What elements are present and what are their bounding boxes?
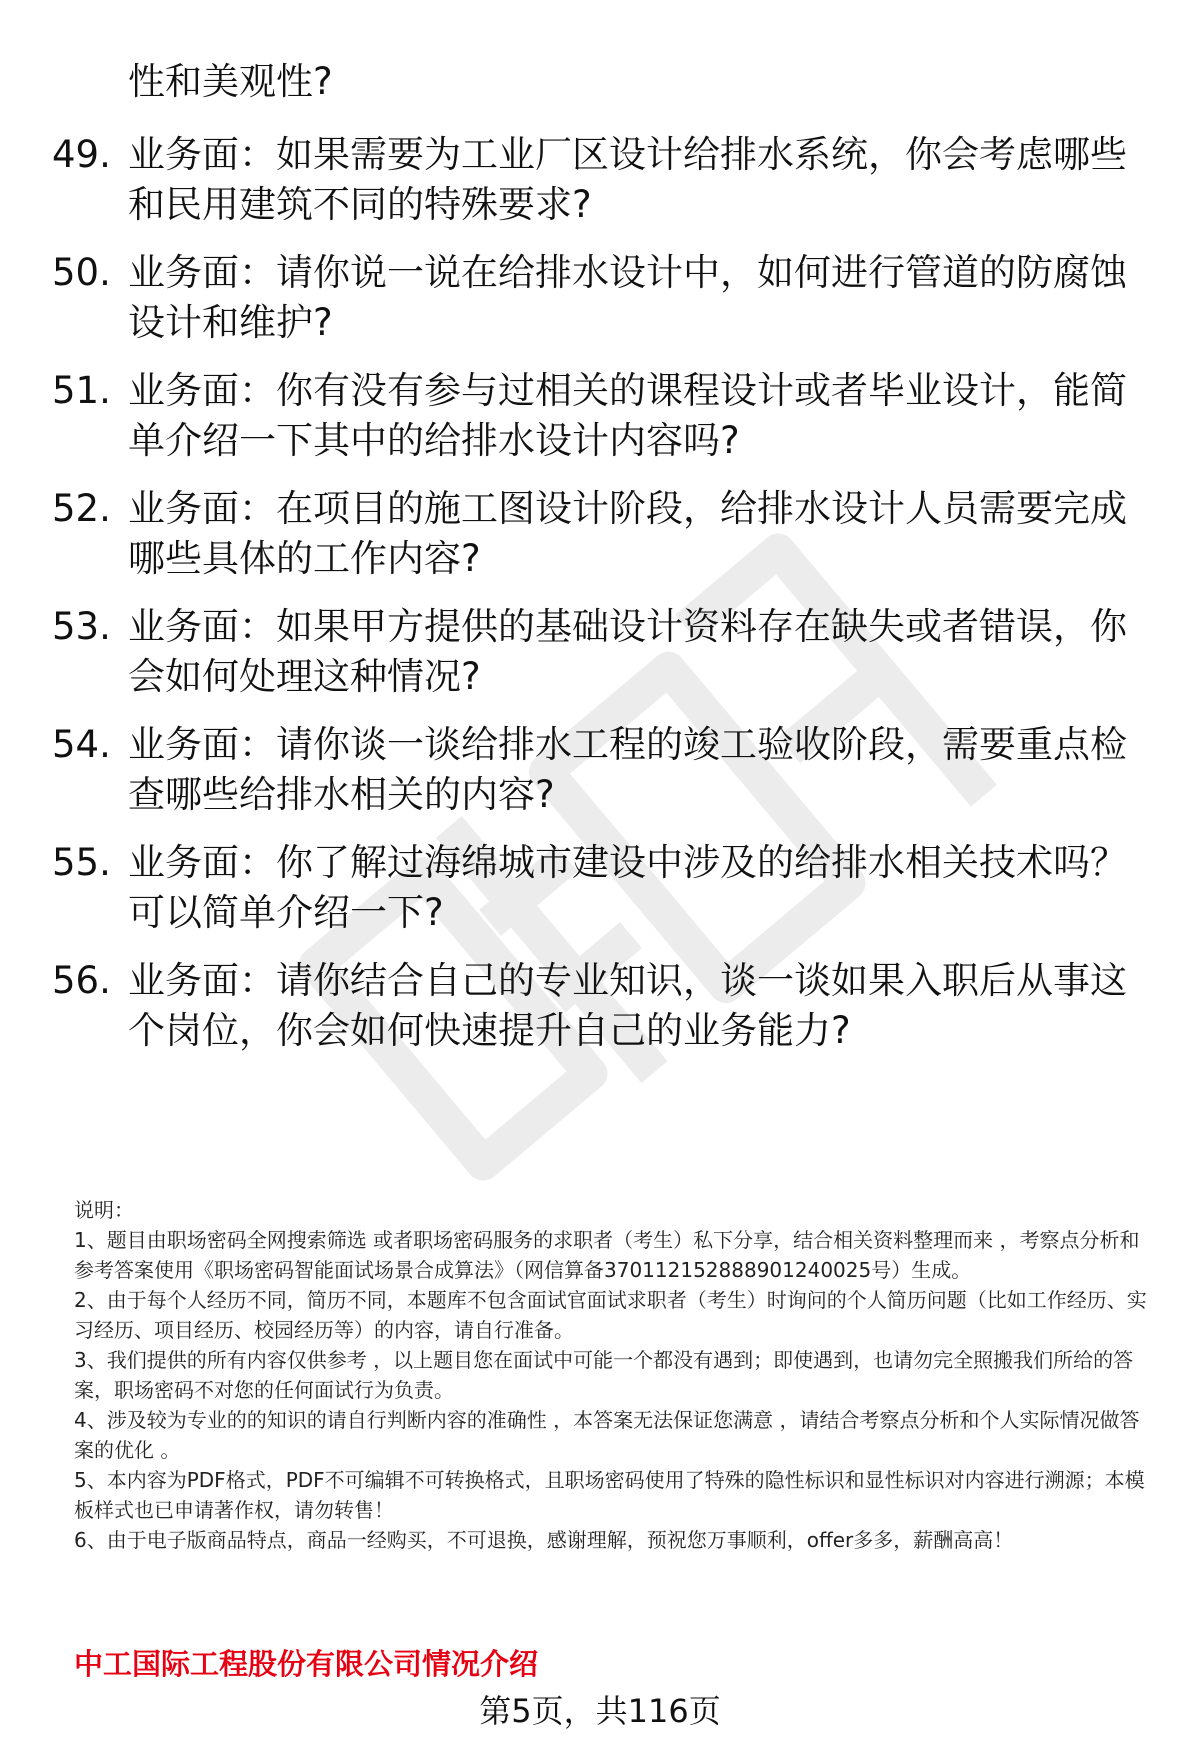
question-number: 50. (52, 251, 111, 294)
note-item: 3、我们提供的所有内容仅供参考 ，以上题目您在面试中可能一个都没有遇到；即使遇到，也请勿完全照搬我们所给的答案，职场密码不对您的任何面试行为负责。 (74, 1348, 1134, 1402)
disclaimer-notes (74, 1195, 1154, 1555)
question-number: 56. (52, 959, 111, 1002)
page-number: 第5页，共116页 (479, 1692, 721, 1730)
question-number: 53. (52, 605, 111, 648)
question-text: 业务面：你有没有参与过相关的课程设计或者毕业设计，能简单介绍一下其中的给排水设计内容吗? (128, 369, 1127, 462)
question-text: 业务面：你了解过海绵城市建设中涉及的给排水相关技术吗？可以简单介绍一下? (128, 841, 1127, 934)
question-item (52, 602, 1152, 702)
question-item (52, 130, 1152, 230)
question-text: 业务面：请你说一说在给排水设计中，如何进行管道的防腐蚀设计和维护? (128, 251, 1127, 344)
note-item: 5、本内容为PDF格式，PDF不可编辑不可转换格式，且职场密码使用了特殊的隐性标识和显性标识对内容进行溯源；本模板样式也已申请著作权，请勿转售！ (74, 1468, 1145, 1522)
question-text: 业务面：如果需要为工业厂区设计给排水系统，你会考虑哪些和民用建筑不同的特殊要求? (128, 133, 1127, 226)
question-text: 业务面：在项目的施工图设计阶段，给排水设计人员需要完成哪些具体的工作内容? (128, 487, 1127, 580)
continuation-text: 性和美观性? (128, 60, 333, 103)
question-item (52, 366, 1152, 466)
note-item: 2、由于每个人经历不同，简历不同，本题库不包含面试官面试求职者（考生）时询问的个人简历问题（比如工作经历、实习经历、项目经历、校园经历等）的内容，请自行准备。 (74, 1288, 1147, 1342)
note-item: 1、题目由职场密码全网搜索筛选 或者职场密码服务的求职者（考生）私下分享，结合相关资料整理而来 ，考察点分析和参考答案使用《职场密码智能面试场景合成算法》（网信算备370112152888901240025号）生成。 (74, 1228, 1140, 1282)
note-item: 6、由于电子版商品特点，商品一经购买，不可退换，感谢理解，预祝您万事顺利，offer多多，薪酬高高！ (74, 1528, 1014, 1552)
question-item (52, 720, 1152, 820)
question-text: 业务面：请你谈一谈给排水工程的竣工验收阶段，需要重点检查哪些给排水相关的内容? (128, 723, 1127, 816)
question-item (52, 956, 1152, 1056)
question-text: 业务面：如果甲方提供的基础设计资料存在缺失或者错误，你会如何处理这种情况? (128, 605, 1127, 698)
question-number: 54. (52, 723, 111, 766)
question-item (52, 838, 1152, 938)
question-item (52, 484, 1152, 584)
question-item (52, 248, 1152, 348)
question-number: 52. (52, 487, 111, 530)
question-number: 51. (52, 369, 111, 412)
note-item: 4、涉及较为专业的的知识的请自行判断内容的准确性 ，本答案无法保证您满意 ，请结合考察点分析和个人实际情况做答案的优化 。 (74, 1408, 1140, 1462)
notes-heading: 说明： (74, 1198, 134, 1222)
question-number: 49. (52, 133, 111, 176)
company-section-title: 中工国际工程股份有限公司情况介绍 (74, 1647, 539, 1681)
question-text: 业务面：请你结合自己的专业知识，谈一谈如果入职后从事这个岗位，你会如何快速提升自己的业务能力? (128, 959, 1127, 1052)
question-number: 55. (52, 841, 111, 884)
